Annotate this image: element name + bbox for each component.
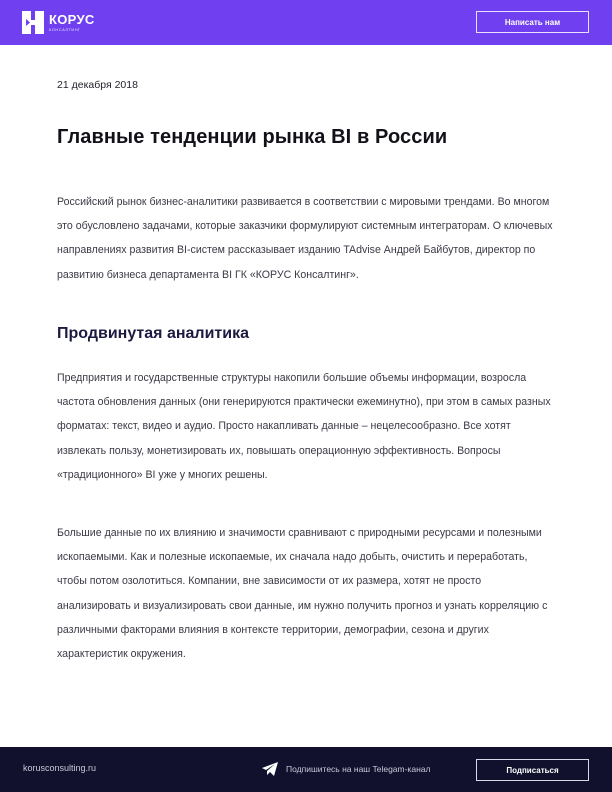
site-link[interactable]: korusconsulting.ru xyxy=(23,763,97,773)
write-us-button[interactable]: Написать нам xyxy=(476,11,589,33)
logo-name: КОРУС xyxy=(49,11,95,27)
logo[interactable] xyxy=(22,11,95,34)
paragraph: Большие данные по их влиянию и значимости сравнивают с природными ресурсами и полезными ископаемыми. Как и полезные ископаемые, их сначала надо добыть, очистить и переработать, чтобы потом озолотиться. Компании, вне зависимости от их размера, хотят не просто анализировать и визуализировать свои данные, им нужно получить прогноз и узнать корреляцию с различными факторами влияния в контексте территории, демографии, сезона и других характеристик окружения. xyxy=(57,527,548,661)
footer xyxy=(0,747,612,792)
article-date: 21 декабря 2018 xyxy=(57,79,138,91)
intro-paragraph: Российский рынок бизнес-аналитики развивается в соответствии с мировыми трендами. Во многом это обусловлено задачами, которые заказчики формулируют системным интеграторам. О ключевых направлениях развития BI-систем рассказывает изданию TAdvise Андрей Байбутов, директор по развитию бизнеса департамента BI ГК «КОРУС Консалтинг». xyxy=(57,196,553,281)
logo-subtitle: КОНСАЛТИНГ xyxy=(49,26,81,32)
logo-mark-icon xyxy=(22,11,44,34)
paragraph: Предприятия и государственные структуры накопили большие объемы информации, возросла частота обновления данных (они генерируются практически ежеминутно), при этом в самых разных форматах: текст, видео и аудио. Просто накапливать данные – нецелесообразно. Все хотят извлекать пользу, монетизировать их, повышать операционную эффективность. Вопросы «традиционного» BI уже у многих решены. xyxy=(57,372,551,481)
subscribe-button[interactable]: Подписаться xyxy=(476,759,589,781)
page-title: Главные тенденции рынка BI в России xyxy=(57,126,448,148)
header xyxy=(0,0,612,45)
telegram-subscribe-text[interactable]: Подпишитесь на наш Telegam-канал xyxy=(286,764,431,774)
telegram-icon[interactable] xyxy=(262,762,278,776)
section-heading: Продвинутая аналитика xyxy=(57,325,249,342)
